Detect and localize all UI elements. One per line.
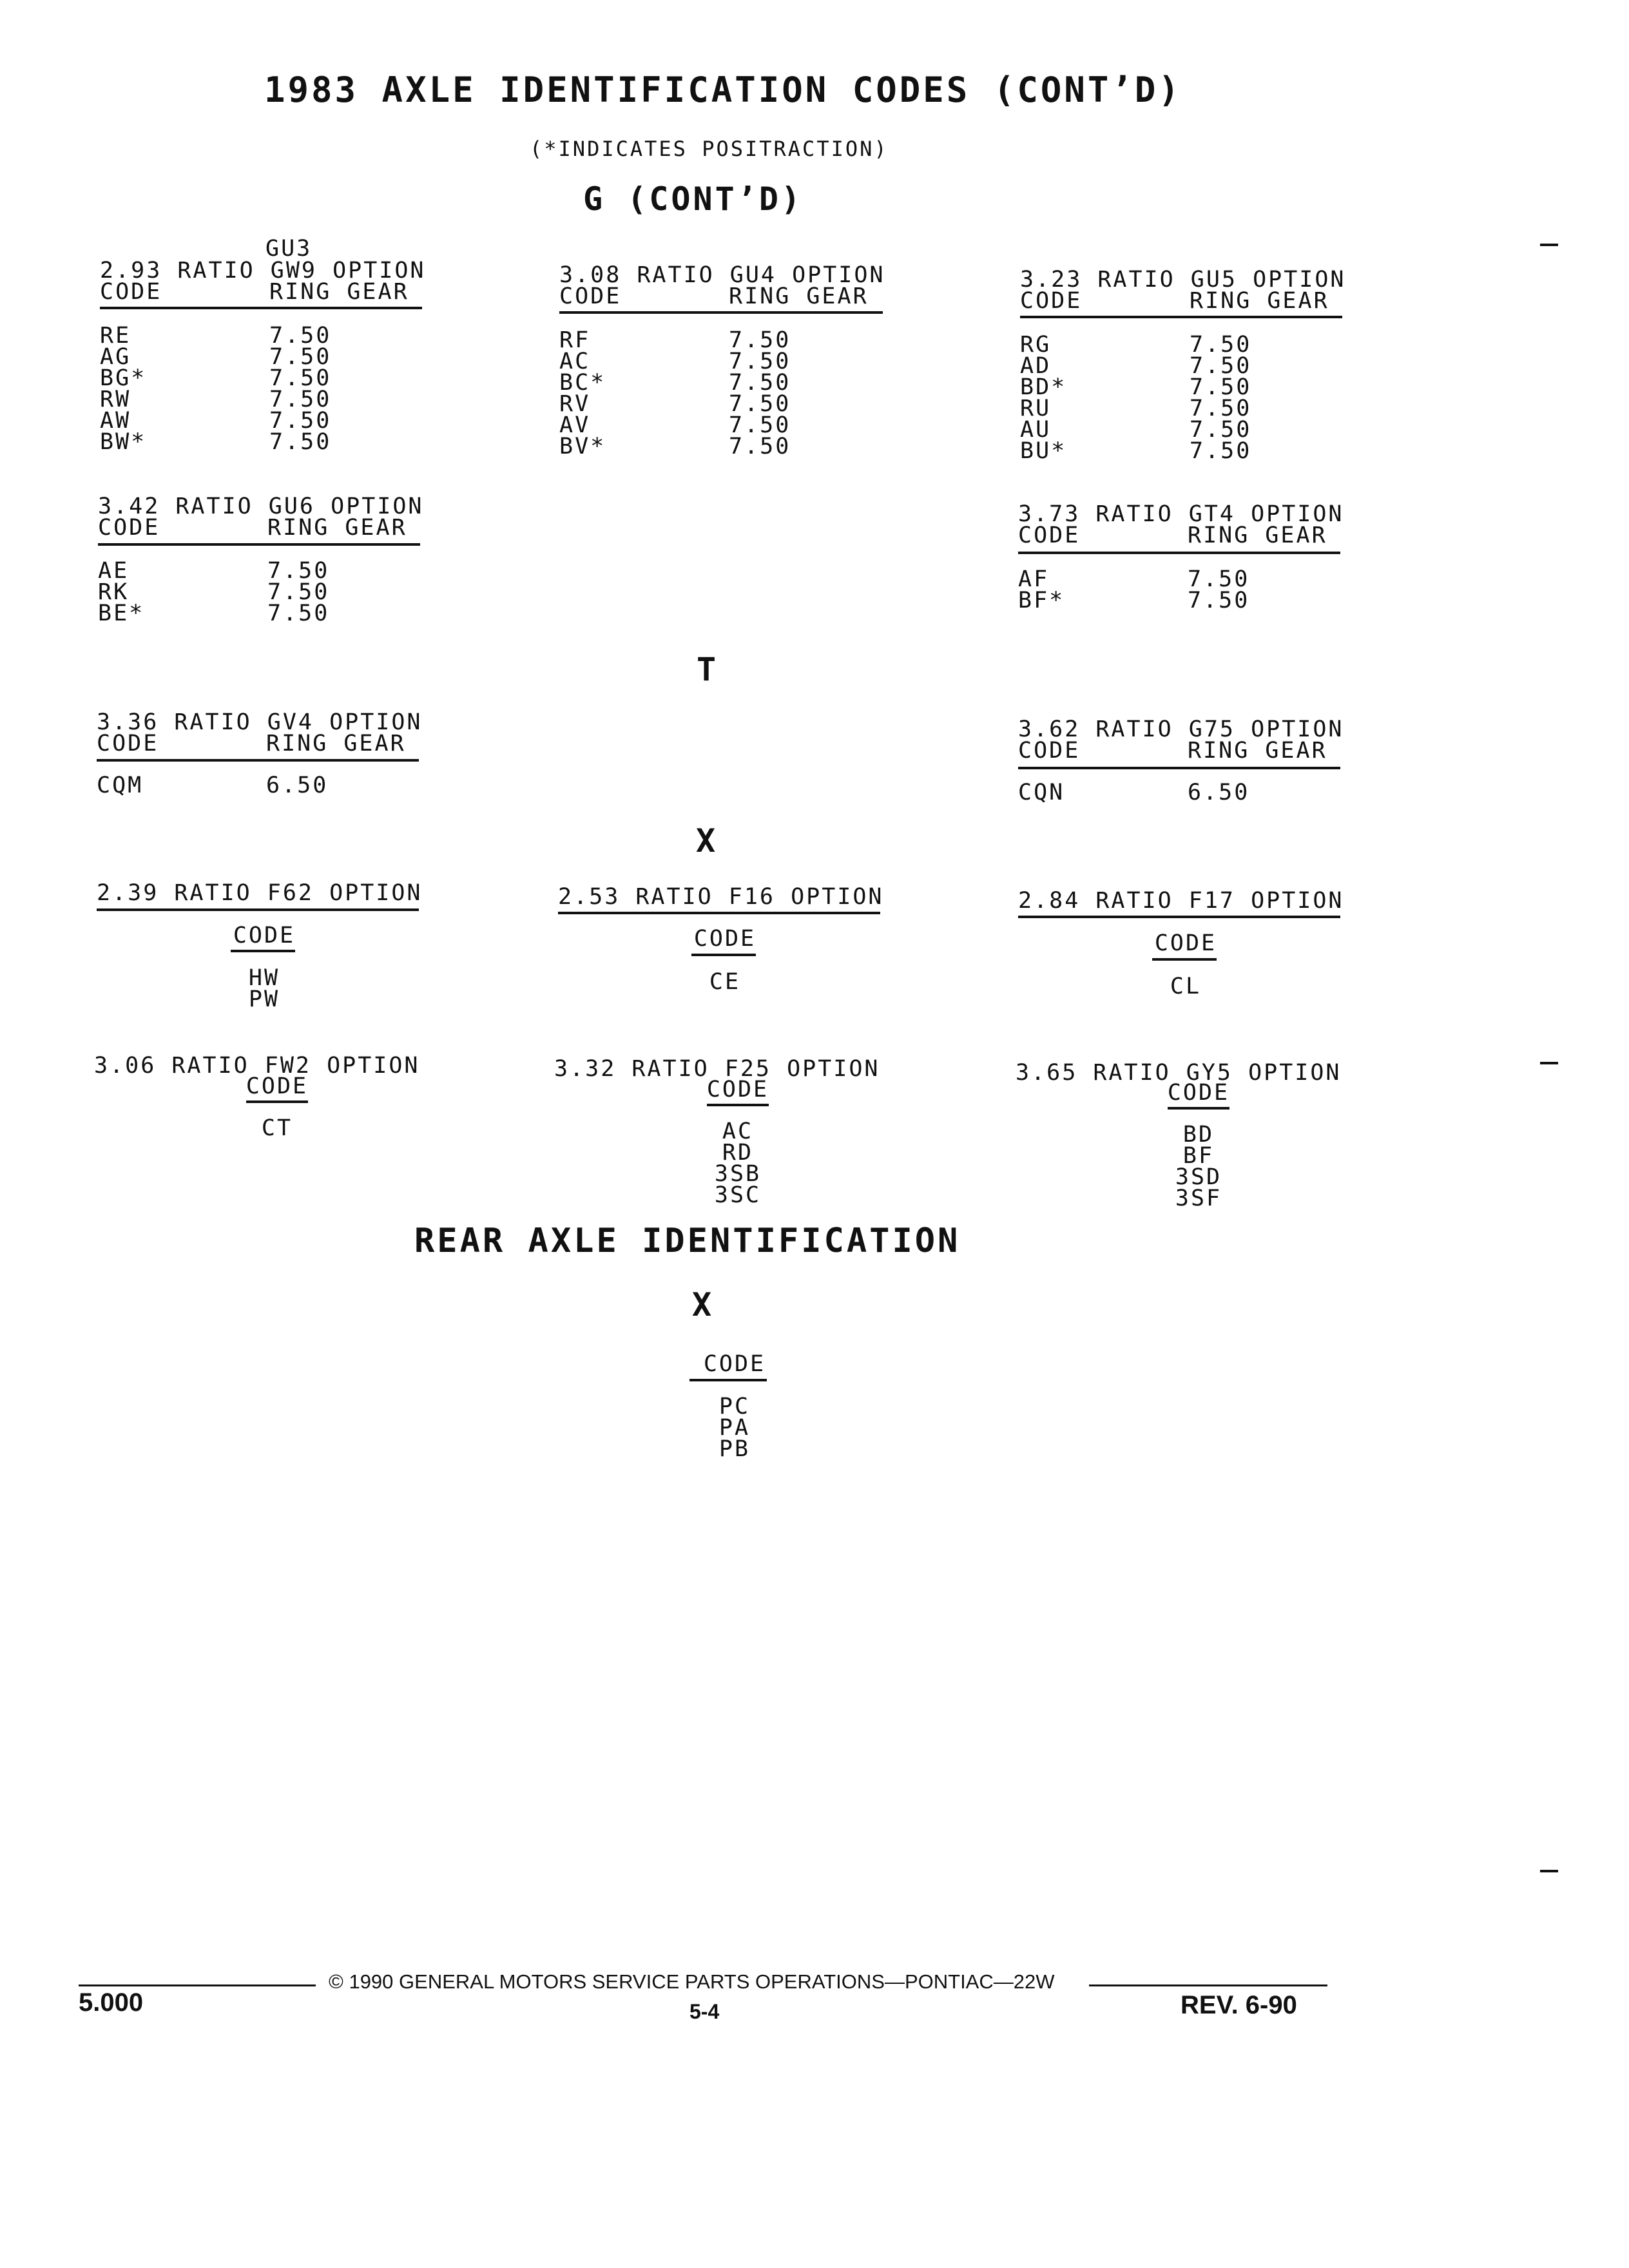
x-table-1-codes [219,965,309,1012]
g-table-1-rule [100,307,422,309]
g-table-2-heading: 3.08 RATIO GU4 OPTION [559,262,885,288]
x-table-2-code-rule [691,954,756,956]
list-item: CT [261,1115,293,1141]
x-table-5-heading: 3.32 RATIO F25 OPTION [554,1056,880,1082]
rear-axle-title: REAR AXLE IDENTIFICATION [414,1222,961,1260]
rear-section-x-title: X [692,1286,715,1323]
t-table-1-colheads: CODE RING GEAR [97,731,406,756]
list-item: CL [1170,974,1202,999]
x-table-3-heading: 2.84 RATIO F17 OPTION [1018,888,1344,914]
list-item: PW [248,986,280,1012]
g-table-1-heading: 2.93 RATIO GW9 OPTION [100,258,426,284]
g-table-1-superscript: GU3 [265,236,313,262]
t-table-1-heading: 3.36 RATIO GV4 OPTION [97,709,423,735]
table-row: AU 7.50 [1020,417,1252,443]
rear-code-rule [689,1379,767,1381]
footer-rule-left [79,1984,316,1986]
table-row: AW 7.50 [100,408,332,434]
x-table-3-codes [1141,976,1231,997]
table-row: BU* 7.50 [1020,438,1252,464]
table-row: RG 7.50 [1020,332,1252,358]
t-table-1-rows [97,775,328,796]
x-table-5-code-label: CODE [706,1077,769,1102]
list-item: PA [718,1415,751,1441]
table-row: RU 7.50 [1020,396,1252,421]
g-table-3-heading: 3.23 RATIO GU5 OPTION [1020,267,1346,293]
t-table-2-colheads: CODE RING GEAR [1018,738,1327,764]
x-table-5-codes [693,1121,783,1206]
x-table-1-code-label: CODE [233,923,296,948]
x-table-3-code-rule [1152,958,1217,961]
x-table-2-rule [558,912,880,914]
g-table-5-rule [1018,552,1340,554]
table-row: RV 7.50 [559,391,791,417]
list-item: CE [709,969,741,995]
x-table-1-rule [97,908,419,911]
x-table-2-codes [680,969,770,995]
x-table-6-code-rule [1168,1107,1229,1110]
g-table-4-colheads: CODE RING GEAR [98,515,407,541]
table-row: RW 7.50 [100,387,332,412]
list-item: RD [722,1140,754,1166]
x-table-6-heading: 3.65 RATIO GY5 OPTION [1016,1060,1342,1086]
table-row: AC 7.50 [559,349,791,374]
table-row: RK 7.50 [98,579,330,605]
x-table-5-code-rule [707,1104,769,1106]
page-title: 1983 AXLE IDENTIFICATION CODES (CONT’D) [264,70,1182,110]
g-table-5-colheads: CODE RING GEAR [1018,523,1327,548]
table-row: CQN 6.50 [1018,780,1250,805]
section-x-title: X [696,822,718,860]
g-table-4-heading: 3.42 RATIO GU6 OPTION [98,494,424,519]
list-item: BD [1182,1122,1215,1148]
g-table-4-rows [98,558,330,626]
list-item: AC [722,1119,754,1144]
table-row: AF 7.50 [1018,566,1250,592]
table-row: BC* 7.50 [559,370,791,396]
list-item: PB [718,1436,751,1462]
footer-page-number: 5-4 [689,2000,720,2023]
table-row: BV* 7.50 [559,434,791,459]
g-table-3-colheads: CODE RING GEAR [1020,288,1329,314]
list-item: 3SC [714,1182,762,1208]
g-table-3-rule [1020,316,1342,318]
t-table-1-rule [97,759,419,762]
section-g-title: G (CONT’D) [583,180,804,218]
table-row: BG* 7.50 [100,365,332,391]
list-item: PC [718,1394,751,1419]
x-table-3-code-label: CODE [1154,930,1217,956]
g-table-3-rows [1020,334,1251,462]
x-table-6-codes [1153,1124,1244,1209]
table-row: AD 7.50 [1020,353,1252,379]
x-table-4-code-rule [246,1100,308,1103]
footer-revision: REV. 6-90 [1181,1991,1297,2019]
t-table-2-rows [1018,782,1249,803]
x-table-2-heading: 2.53 RATIO F16 OPTION [558,884,884,910]
table-row: AV 7.50 [559,412,791,438]
list-item: 3SD [1175,1164,1222,1190]
x-table-1-code-rule [231,950,295,952]
x-table-4-heading: 3.06 RATIO FW2 OPTION [94,1053,420,1079]
x-table-4-codes [232,1115,322,1141]
x-table-1-heading: 2.39 RATIO F62 OPTION [97,880,423,906]
rear-code-label: CODE [703,1351,766,1377]
footer-rule-right [1089,1984,1327,1986]
margin-mark [1540,244,1558,246]
table-row: RF 7.50 [559,327,791,353]
x-table-4-code-label: CODE [246,1073,309,1099]
g-table-1-colheads: CODE RING GEAR [100,279,409,305]
list-item: HW [248,965,280,991]
t-table-2-heading: 3.62 RATIO G75 OPTION [1018,716,1344,742]
list-item: 3SB [714,1161,762,1187]
list-item: BF [1182,1143,1215,1169]
g-table-2-rows [559,327,791,459]
x-table-6-code-label: CODE [1167,1080,1230,1106]
g-table-5-heading: 3.73 RATIO GT4 OPTION [1018,501,1344,527]
x-table-2-code-label: CODE [693,926,757,952]
table-row: BD* 7.50 [1020,374,1252,400]
footer-copyright: © 1990 GENERAL MOTORS SERVICE PARTS OPERATIONS—PONTIAC—22W [329,1970,1055,1993]
table-row: AE 7.50 [98,558,330,584]
positraction-note: (*INDICATES POSITRACTION) [530,137,889,161]
table-row: AG 7.50 [100,344,332,370]
table-row: RE 7.50 [100,323,332,349]
g-table-2-rule [559,311,883,314]
rear-codes [689,1396,780,1460]
table-row: CQM 6.50 [97,773,329,798]
footer-section-number: 5.000 [79,1988,144,2017]
g-table-5-rows [1018,566,1250,613]
g-table-2-colheads: CODE RING GEAR [559,284,869,309]
table-row: BE* 7.50 [98,601,330,626]
table-row: BW* 7.50 [100,429,332,455]
g-table-4-rule [98,543,420,546]
margin-mark [1540,1870,1558,1872]
g-table-1-rows [100,325,331,453]
list-item: 3SF [1175,1186,1222,1211]
x-table-3-rule [1018,916,1340,918]
table-row: BF* 7.50 [1018,588,1250,613]
t-table-2-rule [1018,767,1340,769]
section-t-title: T [697,651,719,688]
margin-mark [1540,1062,1558,1064]
